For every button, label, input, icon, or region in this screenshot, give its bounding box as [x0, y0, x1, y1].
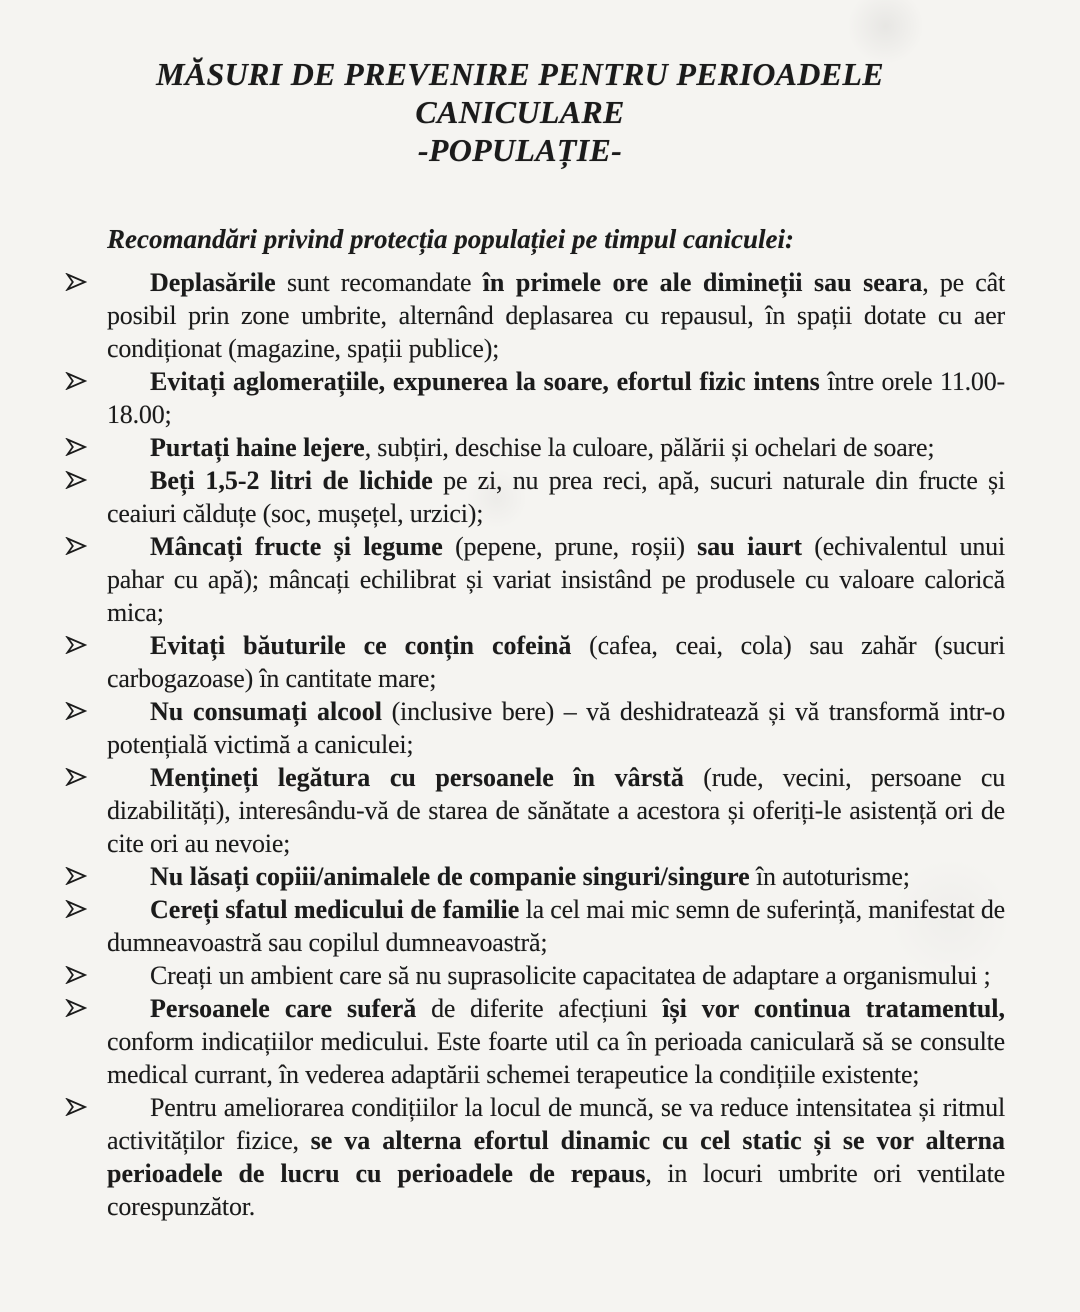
bold-text-segment: Cereți sfatul medicului de familie [150, 895, 520, 924]
list-item-text [107, 367, 1005, 429]
list-item [107, 629, 1005, 695]
arrow-bullet-icon [65, 1098, 87, 1116]
text-segment: la cel mai mic semn de suferință, manifestat de dumneavoastră sau copilul dumneavoastră; [107, 895, 1005, 957]
bold-text-segment: Evitați băuturile ce conțin cofeină [150, 631, 572, 660]
list-item [107, 464, 1005, 530]
document-title-line-3: -POPULAȚIE- [417, 132, 623, 168]
text-segment: (inclusive bere) – vă deshidratează și vă transformă intr-o potențială victimă a caniculei; [107, 697, 1005, 759]
arrow-bullet-icon [65, 999, 87, 1017]
text-segment: , subțiri, deschise la culoare, pălării și ochelari de soare; [364, 433, 935, 462]
arrow-bullet-icon [65, 537, 87, 555]
bold-text-segment: Purtați haine lejere [150, 433, 365, 462]
bold-text-segment: Nu lăsați copiii/animalele de companie singuri/singure [150, 862, 750, 891]
bold-text-segment: Beți 1,5-2 litri de lichide [150, 466, 433, 495]
text-segment: între orele 11.00-18.00; [107, 367, 1005, 429]
list-item-text [107, 994, 1005, 1089]
text-segment: de diferite afecțiuni [416, 994, 663, 1023]
bold-text-segment: Deplasările [150, 268, 276, 297]
text-segment: sunt recomandate [275, 268, 483, 297]
list-item-text [150, 862, 910, 891]
list-item [107, 992, 1005, 1091]
text-segment: (cafea, ceai, cola) sau zahăr (sucuri carbogazoase) în cantitate mare; [107, 631, 1006, 693]
text-segment: pe zi, nu prea reci, apă, sucuri naturale din fructe și ceaiuri călduțe (soc, mușețel, urzici); [107, 466, 1005, 528]
list-item-text [107, 268, 1005, 363]
list-item-text [107, 1093, 1005, 1221]
list-item-text [107, 532, 1005, 627]
arrow-bullet-icon [65, 702, 87, 720]
bold-text-segment: Persoanele care suferă [150, 994, 417, 1023]
arrow-bullet-icon [65, 867, 87, 885]
bold-text-segment: Mențineți legătura cu persoanele în vârstă [150, 763, 684, 792]
list-item [107, 761, 1005, 860]
arrow-bullet-icon [65, 471, 87, 489]
arrow-bullet-icon [65, 273, 87, 291]
bold-text-segment: sau iaurt [697, 532, 803, 561]
text-segment: , in locuri umbrite ori ventilate corespunzător. [107, 1159, 1005, 1221]
arrow-bullet-icon [65, 372, 87, 390]
text-segment: conform indicațiilor medicului. Este foarte util ca în perioada caniculară să se consulte medical currant, în vederea adaptării schemei terapeutice la condițiile existente; [107, 1027, 1005, 1089]
list-item [107, 893, 1005, 959]
arrow-bullet-icon [65, 768, 87, 786]
arrow-bullet-icon [65, 966, 87, 984]
list-item-text [107, 631, 1005, 693]
list-item [107, 860, 1005, 893]
list-item [107, 1091, 1005, 1223]
list-item-text [150, 961, 991, 990]
list-item-text [107, 466, 1005, 528]
list-item-text [107, 763, 1005, 858]
text-segment: în autoturisme; [749, 862, 910, 891]
list-item-text [107, 697, 1005, 759]
text-segment: Creați un ambient care să nu suprasolicite capacitatea de adaptare a organismului ; [150, 961, 991, 990]
section-subtitle: Recomandări privind protecția populației pe timpul caniculei: [107, 224, 794, 254]
bold-text-segment: își vor continua tratamentul, [662, 994, 1006, 1023]
text-segment: (rude, vecini, persoane cu dizabilități), interesându-vă de starea de sănătate a acestora și oferiți-le asistență ori de cite ori au nevoie; [107, 763, 1005, 858]
list-item-text [150, 433, 934, 462]
document-title-line-1: MĂSURI DE PREVENIRE PENTRU PERIOADELE [156, 56, 884, 92]
bold-text-segment: Evitați aglomerațiile, expunerea la soare, efortul fizic intens [150, 367, 820, 396]
list-item [107, 530, 1005, 629]
list-item [107, 695, 1005, 761]
text-segment: (echivalentul unui pahar cu apă); mâncați echilibrat și variat insistând pe produsele cu valoare calorică mica; [107, 532, 1005, 627]
document-title-line-2: CANICULARE [415, 94, 625, 130]
bold-text-segment: se va alterna efortul dinamic cu cel static și se vor alterna perioadele de lucru cu perioadele de repaus [107, 1126, 1005, 1188]
bold-text-segment: Nu consumați alcool [150, 697, 382, 726]
arrow-bullet-icon [65, 900, 87, 918]
text-segment: Pentru ameliorarea condițiilor la locul de muncă, se va reduce intensitatea și ritmul activităților fizice, [107, 1093, 1005, 1155]
arrow-bullet-icon [65, 636, 87, 654]
bold-text-segment: Mâncați fructe și legume [150, 532, 443, 561]
list-item-text [107, 895, 1005, 957]
bold-text-segment: în primele ore ale dimineții sau seara [482, 268, 923, 297]
recommendation-list [107, 266, 1005, 1223]
text-segment: (pepene, prune, roșii) [442, 532, 698, 561]
document-title [71, 55, 969, 169]
list-item [107, 959, 1005, 992]
list-item [107, 266, 1005, 365]
list-item [107, 431, 1005, 464]
list-item [107, 365, 1005, 431]
arrow-bullet-icon [65, 438, 87, 456]
text-segment: , pe cât posibil prin zone umbrite, alternând deplasarea cu repausul, în spații dotate cu aer condiționat (magazine, spații publice); [107, 268, 1005, 363]
